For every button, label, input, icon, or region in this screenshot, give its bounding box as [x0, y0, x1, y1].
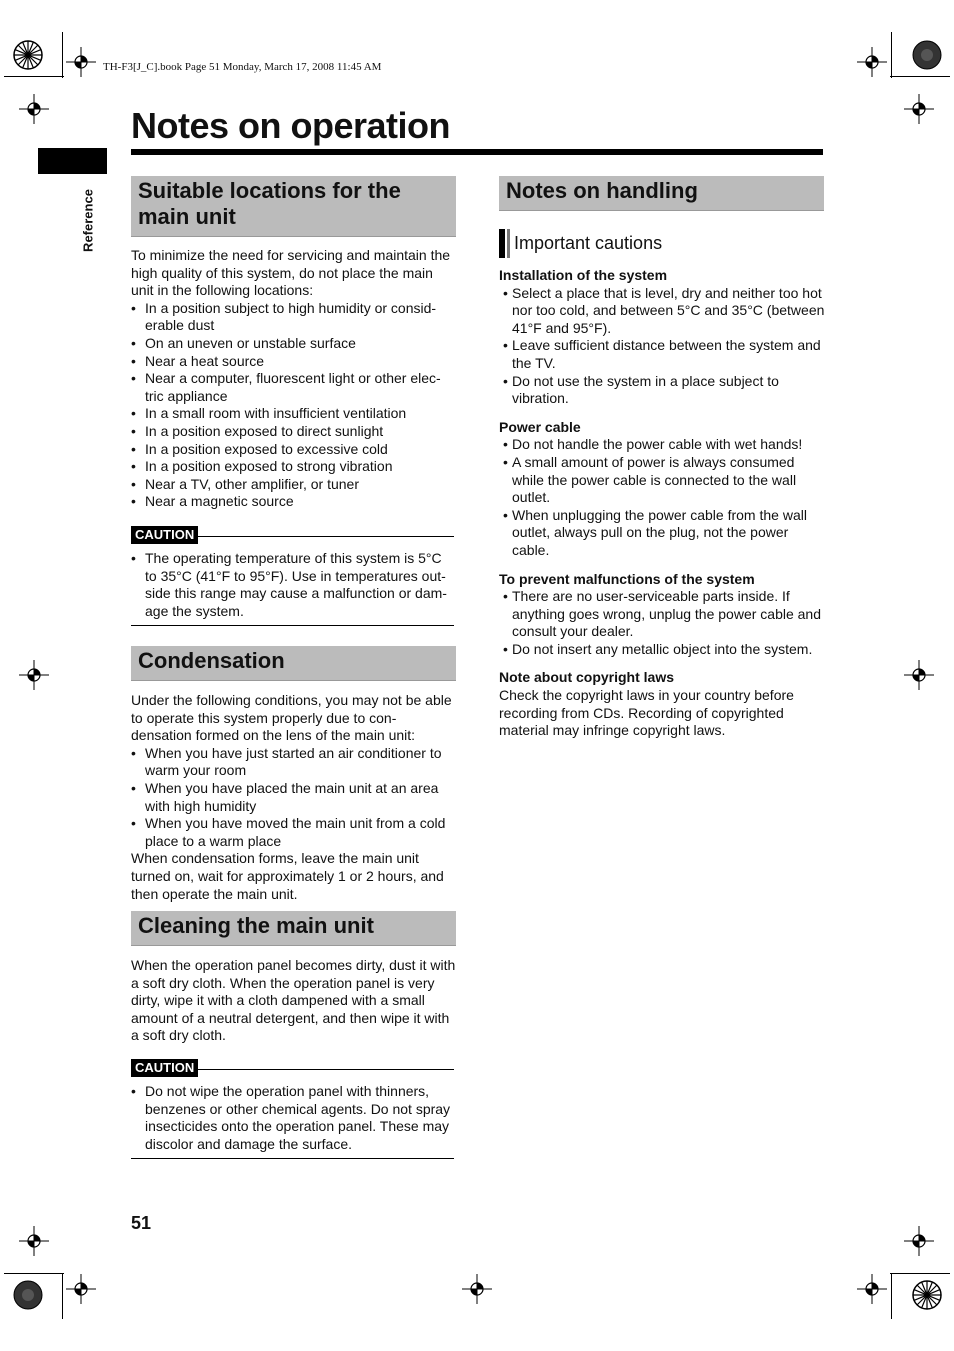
- list-item: • On an uneven or unstable surface: [131, 335, 456, 353]
- list-item: • There are no user-serviceable parts inside. If anything goes wrong, unplug the power cable and consult your dealer.: [499, 588, 829, 641]
- group-title-copyright: Note about copyright laws: [499, 669, 675, 686]
- crop-line: [891, 1273, 892, 1319]
- crosshair-target-mark: [66, 1274, 96, 1304]
- list-item: • When you have just started an air conditioner to warm your room: [131, 745, 456, 780]
- list-item: • Leave sufficient distance between the system and the TV.: [499, 337, 829, 372]
- condensation-intro: Under the following conditions, you may not be able to operate this system properly due to con-densation formed on the lens of the main unit:: [131, 692, 452, 744]
- section-heading-suitable-locations: Suitable locations for the main unit: [131, 176, 456, 237]
- caution-bottom-rule: [131, 625, 454, 626]
- crop-line: [62, 32, 63, 78]
- subheading-bar-icon: [507, 229, 510, 258]
- section-heading-notes-on-handling: Notes on handling: [499, 176, 824, 211]
- caution-badge: CAUTION: [131, 1059, 198, 1077]
- list-item: • In a position exposed to excessive cold: [131, 441, 456, 459]
- subheading-bar-icon: [499, 229, 505, 258]
- copyright-text: Check the copyright laws in your country before recording from CDs. Recording of copyrighted material may infringe copyright laws.: [499, 687, 794, 739]
- list-item: • Do not use the system in a place subject to vibration.: [499, 373, 829, 408]
- cleaning-text: When the operation panel becomes dirty, dust it with a soft dry cloth. When the operation panel is very dirty, wipe it with a cloth dampened with a small amount of a neutral detergent, and then wipe it with a soft dry cloth.: [131, 957, 456, 1044]
- crosshair-target-mark: [904, 94, 934, 124]
- suitable-locations-intro: To minimize the need for servicing and maintain the high quality of this system, do not place the main unit in the following locations:: [131, 247, 451, 299]
- list-item: • Near a computer, fluorescent light or other elec-tric appliance: [131, 370, 456, 405]
- crosshair-target-mark: [19, 94, 49, 124]
- page-title: Notes on operation: [131, 105, 451, 146]
- side-tab-label: Reference: [80, 189, 96, 252]
- registration-dot-mark: [13, 1280, 43, 1310]
- caution-text-cleaning: [131, 1083, 456, 1153]
- title-rule: [131, 149, 823, 155]
- registration-star-mark: [912, 1280, 942, 1310]
- crosshair-target-mark: [462, 1274, 492, 1304]
- section-heading-cleaning: Cleaning the main unit: [131, 911, 456, 946]
- list-item: • Near a heat source: [131, 353, 456, 371]
- list-item: • Do not insert any metallic object into the system.: [499, 641, 829, 659]
- crosshair-target-mark: [19, 1226, 49, 1256]
- registration-star-mark: [13, 40, 43, 70]
- print-header-stamp: TH-F3[J_C].book Page 51 Monday, March 17, 2008 11:45 AM: [103, 61, 382, 73]
- list-item: • In a position exposed to strong vibration: [131, 458, 456, 476]
- side-tab-block: [38, 148, 107, 174]
- caution-badge: CAUTION: [131, 526, 198, 544]
- crop-line: [62, 1273, 63, 1319]
- crosshair-target-mark: [904, 660, 934, 690]
- list-item: • When you have moved the main unit from a cold place to a warm place: [131, 815, 456, 850]
- group-title-power-cable: Power cable: [499, 418, 581, 435]
- crosshair-target-mark: [66, 47, 96, 77]
- crop-line: [890, 1273, 950, 1274]
- crop-line: [891, 32, 892, 78]
- page-number: 51: [131, 1213, 152, 1233]
- crosshair-target-mark: [857, 47, 887, 77]
- list-item: • Select a place that is level, dry and neither too hot nor too cold, and between 5°C and 35°C (between 41°F and 95°F).: [499, 285, 829, 338]
- condensation-outro: When condensation forms, leave the main unit turned on, wait for approximately 1 or 2 hours, and then operate the main unit.: [131, 850, 444, 902]
- list-item: • A small amount of power is always consumed while the power cable is connected to the wall outlet.: [499, 454, 829, 507]
- list-item: • In a small room with insufficient ventilation: [131, 405, 456, 423]
- notes-on-handling-body: [499, 267, 829, 740]
- group-title-installation: Installation of the system: [499, 267, 668, 283]
- list-item: • In a position subject to high humidity or consid-erable dust: [131, 300, 456, 335]
- list-item: • Do not wipe the operation panel with thinners, benzenes or other chemical agents. Do not spray insecticides onto the operation panel. These may discolor and damage the surface.: [131, 1083, 456, 1153]
- crosshair-target-mark: [19, 660, 49, 690]
- registration-dot-mark: [912, 40, 942, 70]
- group-title-malfunctions: To prevent malfunctions of the system: [499, 570, 755, 587]
- crop-line: [4, 1273, 64, 1274]
- list-item: • Near a TV, other amplifier, or tuner: [131, 476, 456, 494]
- suitable-locations-list: [131, 300, 456, 511]
- list-item: • When you have placed the main unit at an area with high humidity: [131, 780, 456, 815]
- crop-line: [4, 76, 64, 77]
- list-item: • The operating temperature of this system is 5°C to 35°C (41°F to 95°F). Use in temperatures out-side this range may cause a malfunction or dam-age the system.: [131, 550, 456, 620]
- caution-bottom-rule: [131, 1158, 454, 1159]
- section-heading-condensation: Condensation: [131, 646, 456, 681]
- list-item: • In a position exposed to direct sunlight: [131, 423, 456, 441]
- crosshair-target-mark: [904, 1226, 934, 1256]
- crosshair-target-mark: [857, 1274, 887, 1304]
- caution-text-temperature: [131, 550, 456, 620]
- condensation-body: [131, 692, 456, 903]
- list-item: • When unplugging the power cable from the wall outlet, always pull on the plug, not the power cable.: [499, 507, 829, 560]
- suitable-locations-body: [131, 247, 456, 511]
- cleaning-body: [131, 957, 456, 1045]
- crop-line: [890, 76, 950, 77]
- list-item: • Do not handle the power cable with wet hands!: [499, 436, 829, 454]
- list-item: • Near a magnetic source: [131, 493, 456, 511]
